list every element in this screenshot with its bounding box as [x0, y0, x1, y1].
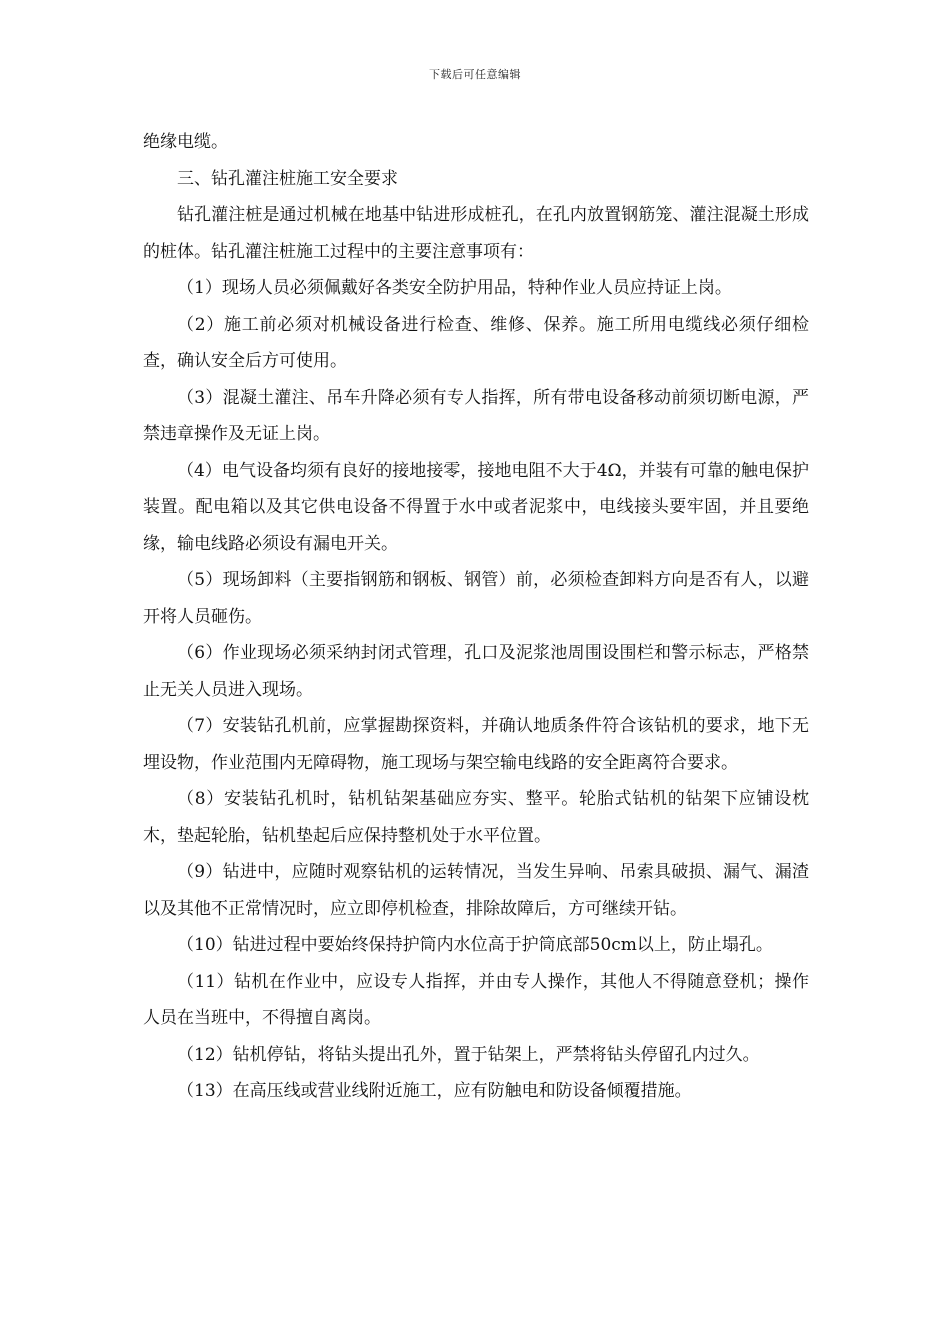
- list-item-5: （5）现场卸料（主要指钢筋和钢板、钢管）前，必须检查卸料方向是否有人，以避开将人员砸伤。: [143, 570, 809, 627]
- list-item-1: （1）现场人员必须佩戴好各类安全防护用品，特种作业人员应持证上岗。: [177, 278, 732, 298]
- document-body: [143, 124, 809, 1110]
- list-item-9: （9）钻进中，应随时观察钻机的运转情况，当发生异响、吊索具破损、漏气、漏渣以及其他不正常情况时，应立即停机检查，排除故障后，方可继续开钻。: [143, 862, 809, 919]
- list-item-13: （13）在高压线或营业线附近施工，应有防触电和防设备倾覆措施。: [177, 1081, 692, 1101]
- list-item-2: （2）施工前必须对机械设备进行检查、维修、保养。施工所用电缆线必须仔细检查，确认安全后方可使用。: [143, 314, 809, 371]
- section-heading: 三、钻孔灌注桩施工安全要求: [177, 168, 398, 189]
- paragraph-intro: 钻孔灌注桩是通过机械在地基中钻进形成桩孔，在孔内放置钢筋笼、灌注混凝土形成的桩体。钻孔灌注桩施工过程中的主要注意事项有：: [143, 205, 809, 262]
- page-header: 下载后可任意编辑: [429, 68, 521, 81]
- list-item-10: （10）钻进过程中要始终保持护筒内水位高于护筒底部50cm以上，防止塌孔。: [177, 935, 773, 955]
- list-item-6: （6）作业现场必须采纳封闭式管理，孔口及泥浆池周围设围栏和警示标志，严格禁止无关人员进入现场。: [143, 643, 809, 700]
- list-item-7: （7）安装钻孔机前，应掌握勘探资料，并确认地质条件符合该钻机的要求，地下无埋设物，作业范围内无障碍物，施工现场与架空输电线路的安全距离符合要求。: [143, 716, 809, 773]
- list-item-3: （3）混凝土灌注、吊车升降必须有专人指挥，所有带电设备移动前须切断电源，严禁违章操作及无证上岗。: [143, 387, 809, 444]
- list-item-8: （8）安装钻孔机时，钻机钻架基础应夯实、整平。轮胎式钻机的钻架下应铺设枕木，垫起轮胎，钻机垫起后应保持整机处于水平位置。: [143, 789, 809, 846]
- paragraph-continuation: 绝缘电缆。: [143, 132, 228, 152]
- list-item-4: （4）电气设备均须有良好的接地接零，接地电阻不大于4Ω，并装有可靠的触电保护装置。配电箱以及其它供电设备不得置于水中或者泥浆中，电线接头要牢固，并且要绝缘，输电线路必须设有漏电开关。: [143, 460, 809, 554]
- list-item-12: （12）钻机停钻，将钻头提出孔外，置于钻架上，严禁将钻头停留孔内过久。: [177, 1044, 760, 1065]
- list-item-11: （11）钻机在作业中，应设专人指挥，并由专人操作，其他人不得随意登机；操作人员在当班中，不得擅自离岗。: [143, 971, 809, 1028]
